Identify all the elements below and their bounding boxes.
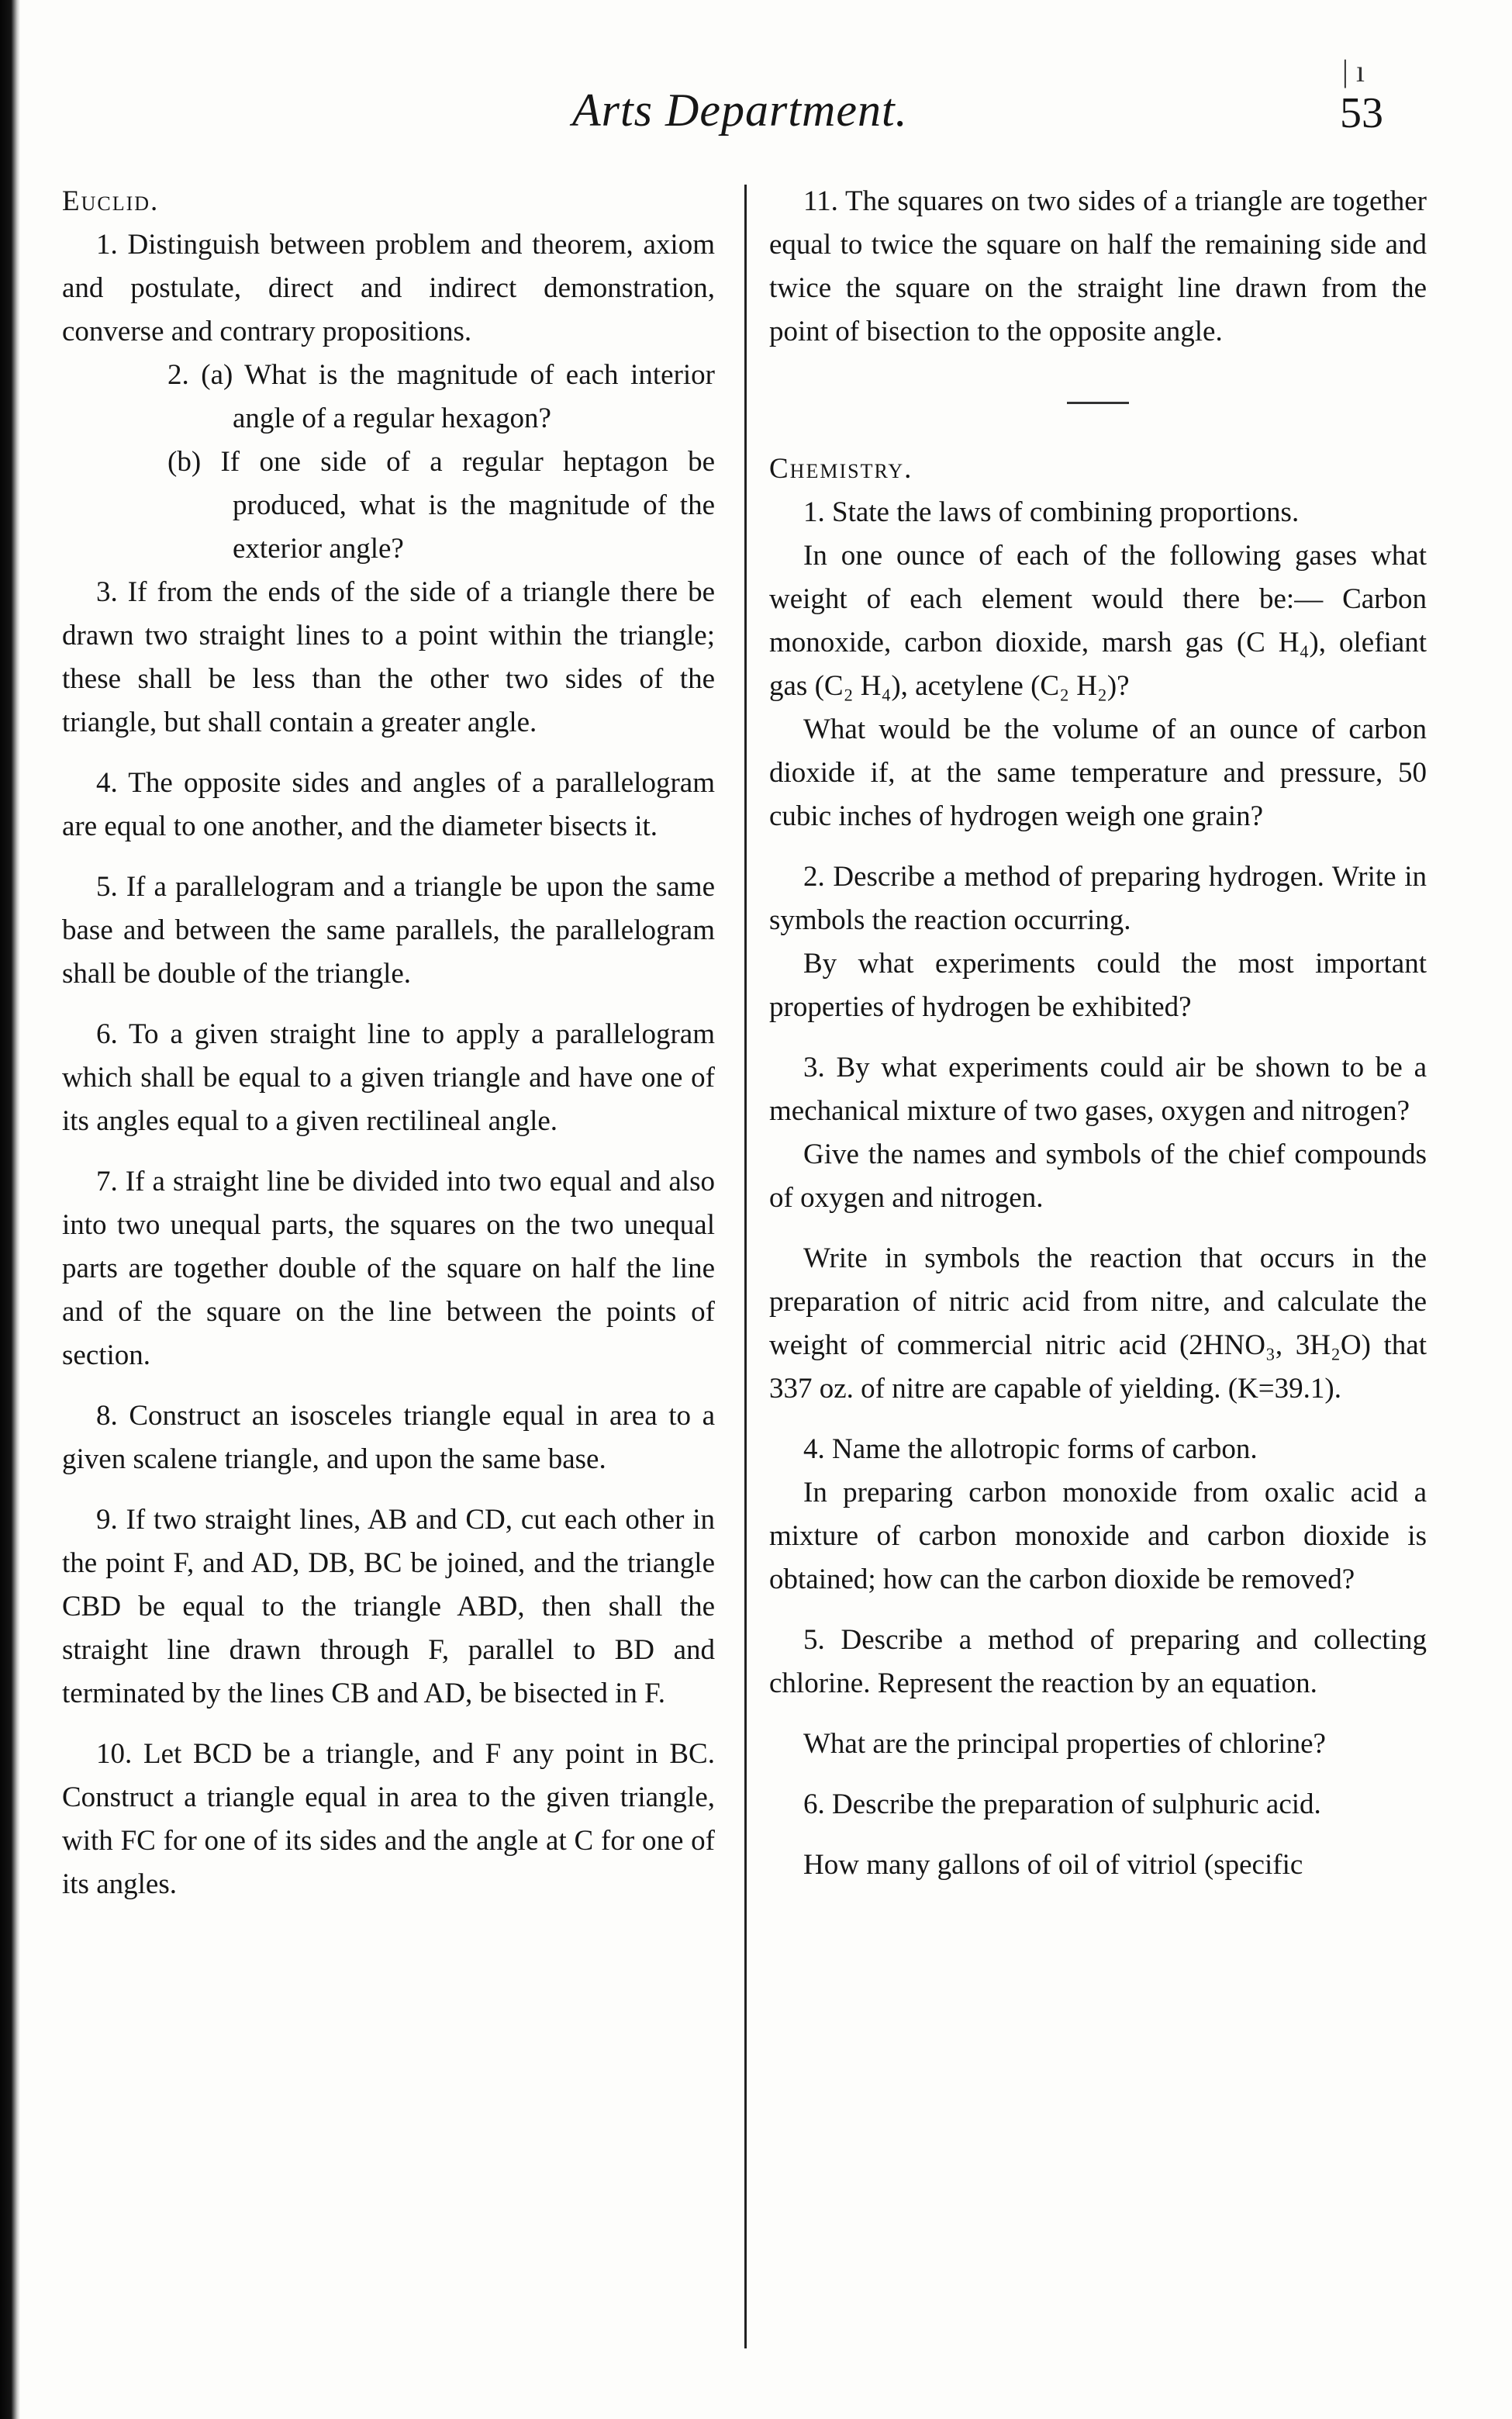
euclid-question-2b: (b) If one side of a regular heptagon be produced, what is the magnitude of the exterior angle? [167, 446, 715, 565]
chemistry-question-1: 1. State the laws of combining proportions. [803, 496, 1300, 528]
chemistry-question-4-part-2: In preparing carbon monoxide from oxalic acid a mixture of carbon monoxide and carbon dioxide is obtained; how can the carbon dioxide be removed? [769, 1477, 1427, 1595]
euclid-question-5: 5. If a parallelogram and a triangle be upon the same base and between the same parallels, the parallelogram shall be double of the triangle. [62, 871, 715, 990]
chemistry-question-5: 5. Describe a method of preparing and collecting chlorine. Represent the reaction by an equation. [769, 1624, 1427, 1699]
chemistry-question-1-part-3: What would be the volume of an ounce of carbon dioxide if, at the same temperature and pressure, 50 cubic inches of hydrogen weigh one grain? [769, 714, 1427, 832]
chemistry-question-5-part-2: What are the principal properties of chlorine? [803, 1728, 1326, 1760]
euclid-question-6: 6. To a given straight line to apply a parallelogram which shall be equal to a given triangle and have one of its angles equal to a given rectilineal angle. [62, 1018, 715, 1137]
euclid-question-2a: 2. (a) What is the magnitude of each interior angle of a regular hexagon? [167, 359, 715, 434]
euclid-question-3: 3. If from the ends of the side of a triangle there be drawn two straight lines to a point within the triangle; these shall be less than the other two sides of the triangle, but shall contain a greater angle. [62, 576, 715, 738]
page-header [0, 84, 1512, 154]
margin-marks: | ı [1341, 54, 1365, 88]
chemistry-question-2: 2. Describe a method of preparing hydrogen. Write in symbols the reaction occurring. [769, 861, 1427, 936]
running-title: Arts Department. [572, 85, 908, 136]
euclid-heading: Euclid. [62, 185, 160, 217]
page-edge-shadow [0, 0, 20, 2419]
chemistry-heading: Chemistry. [769, 453, 913, 485]
chemistry-question-3-part-2: Give the names and symbols of the chief compounds of oxygen and nitrogen. [769, 1139, 1427, 1214]
chemistry-question-6: 6. Describe the preparation of sulphuric acid. [803, 1788, 1321, 1820]
euclid-question-8: 8. Construct an isosceles triangle equal in area to a given scalene triangle, and upon the same base. [62, 1400, 715, 1475]
chemistry-question-2-part-2: By what experiments could the most important properties of hydrogen be exhibited? [769, 948, 1427, 1023]
column-divider [744, 185, 747, 2348]
euclid-question-1: 1. Distinguish between problem and theorem, axiom and postulate, direct and indirect demonstration, converse and contrary propositions. [62, 229, 715, 347]
chemistry-question-3-part-3: Write in symbols the reaction that occurs in the preparation of nitric acid from nitre, and calculate the weight of commercial nitric acid (2HNO₃, 3H₂O) that 337 oz. of nitre are capable of yielding. (K=39.1). [769, 1242, 1427, 1405]
euclid-question-10: 10. Let BCD be a triangle, and F any point in BC. Construct a triangle equal in area to the given triangle, with FC for one of its sides and the angle at C for one of its angles. [62, 1738, 715, 1900]
euclid-question-9: 9. If two straight lines, AB and CD, cut each other in the point F, and AD, DB, BC be joined, and the triangle CBD be equal to the triangle ABD, then shall the straight line drawn through F, parallel to BD and terminated by the lines CB and AD, be bisected in F. [62, 1504, 715, 1709]
chemistry-question-1-part-2: In one ounce of each of the following gases what weight of each element would there be:— Carbon monoxide, carbon dioxide, marsh gas (C H₄), olefiant gas (C₂ H₄), acetylene (C₂ H₂)? [769, 540, 1427, 702]
euclid-question-4: 4. The opposite sides and angles of a parallelogram are equal to one another, and the diameter bisects it. [62, 767, 715, 842]
right-column [769, 180, 1427, 1887]
chemistry-question-4: 4. Name the allotropic forms of carbon. [803, 1433, 1258, 1465]
chemistry-question-6-part-2: How many gallons of oil of vitriol (specific [803, 1849, 1303, 1881]
left-column [62, 180, 715, 1906]
euclid-question-11: 11. The squares on two sides of a triangle are together equal to twice the square on half the remaining side and twice the square on the straight line drawn from the point of bisection to the opposite angle. [769, 185, 1427, 347]
euclid-question-7: 7. If a straight line be divided into two equal and also into two unequal parts, the squares on the two unequal parts are together double of the square on half the line and of the square on the line between the points of section. [62, 1166, 715, 1371]
chemistry-question-3: 3. By what experiments could air be shown to be a mechanical mixture of two gases, oxygen and nitrogen? [769, 1052, 1427, 1127]
page-number: 53 [1340, 89, 1383, 137]
section-separator [1067, 402, 1129, 404]
